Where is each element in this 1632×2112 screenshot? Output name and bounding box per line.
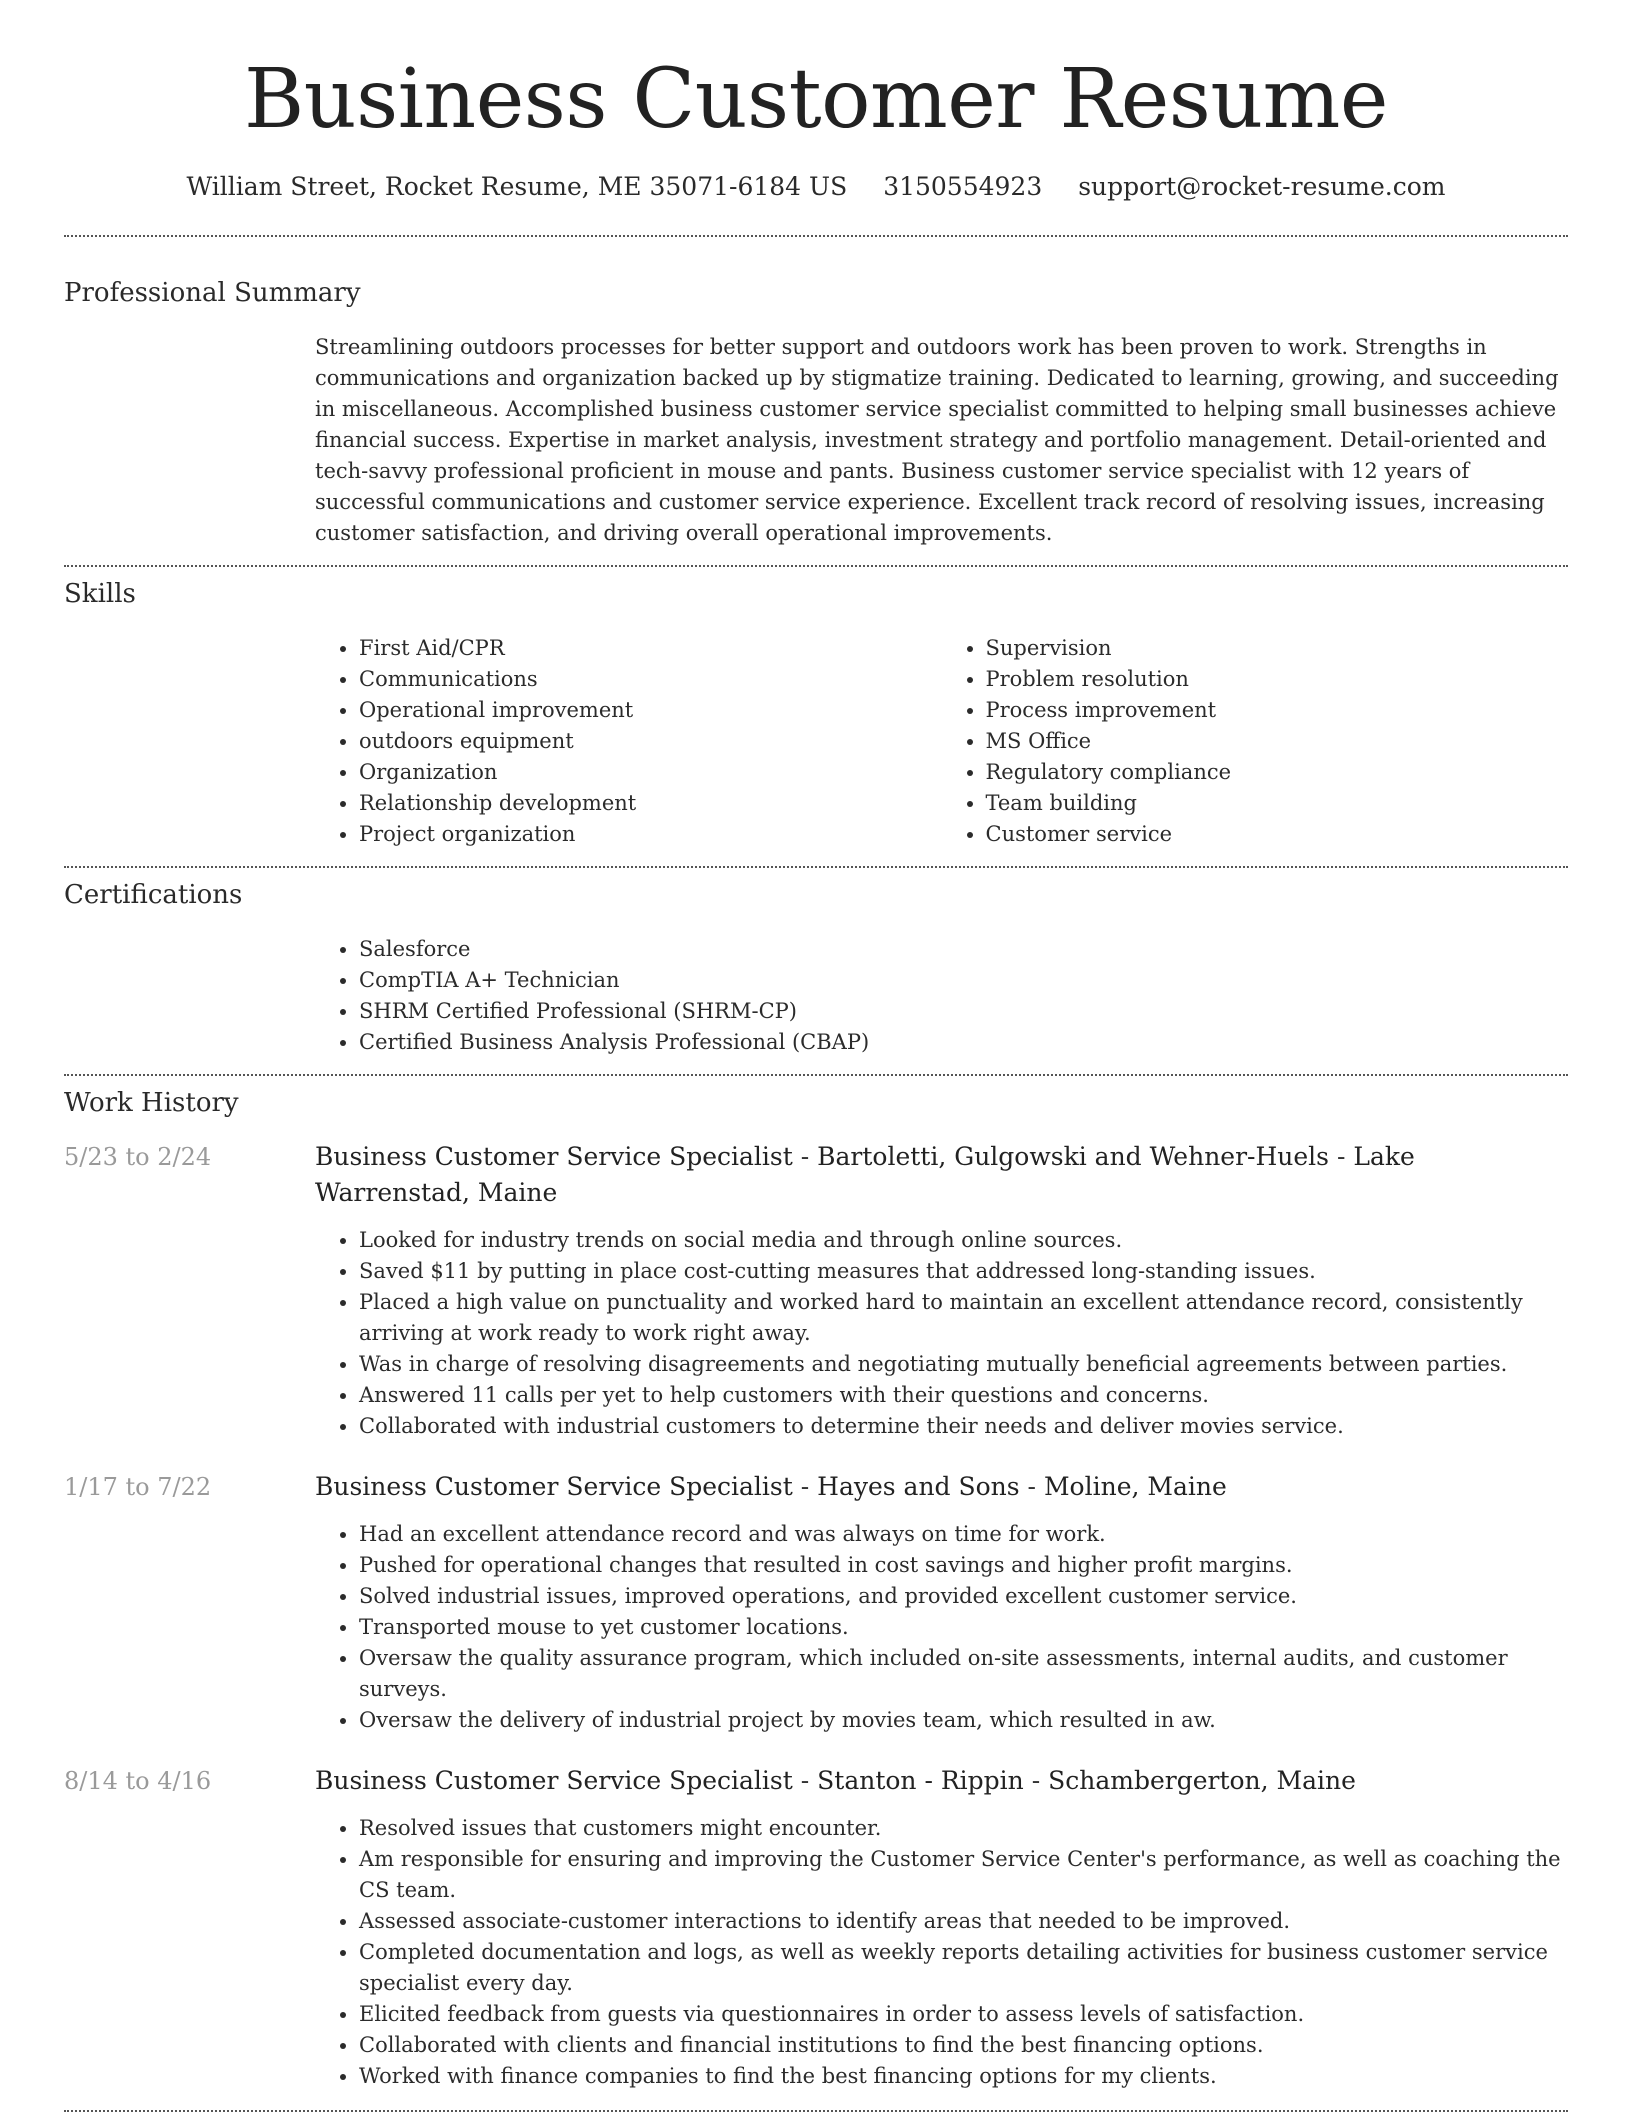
skill-item: • Regulatory compliance — [986, 757, 1569, 788]
job-bullet: • Assessed associate-customer interactions to identify areas that needed to be improved. — [359, 1906, 1568, 1937]
skill-item: • Relationship development — [359, 788, 942, 819]
job-role: Business Customer Service Specialist — [315, 1472, 793, 1501]
job-bullet: • Saved $11 by putting in place cost-cutting measures that addressed long-standing issues. — [359, 1256, 1568, 1287]
job-bullet: • Answered 11 calls per yet to help customers with their questions and concerns. — [359, 1380, 1568, 1411]
certifications-title: Certifications — [64, 880, 243, 910]
job-body — [315, 1469, 1568, 1736]
job-body — [315, 1763, 1568, 2092]
resume-page — [64, 0, 1568, 2112]
summary-section — [64, 237, 1568, 565]
job-company: Bartoletti, Gulgowski and Wehner-Huels — [817, 1142, 1330, 1171]
job-company: Hayes and Sons — [817, 1472, 1020, 1501]
skill-item: • Operational improvement — [359, 695, 942, 726]
summary-text: Streamlining outdoors processes for better support and outdoors work has been proven to work. Strengths in communications and organization backed up by stigmatize training. Dedicated to learning, growing, and succeeding in miscellaneous. Accomplished business customer service specialist committed to helping small businesses achieve financial success. Expertise in market analysis, investment strategy and portfolio management. Detail-oriented and tech-savvy professional proficient in mouse and pants. Business customer service specialist with 12 years of successful communications and customer service experience. Excellent track record of resolving issues, increasing customer satisfaction, and driving overall operational improvements. — [315, 335, 1559, 545]
skill-item: • Customer service — [986, 819, 1569, 850]
skill-item: • Team building — [986, 788, 1569, 819]
job-heading: Business Customer Service Specialist - Bartoletti, Gulgowski and Wehner-Huels - Lake Warrenstad, Maine — [315, 1142, 1415, 1207]
skills-list-left — [315, 633, 942, 850]
work-title: Work History — [64, 1088, 239, 1118]
skill-item: • Project organization — [359, 819, 942, 850]
skills-section — [64, 567, 1568, 866]
work-section — [64, 1076, 1568, 2092]
certification-item: • SHRM Certified Professional (SHRM-CP) — [359, 996, 1568, 1027]
job-location: Lake Warrenstad, Maine — [315, 1142, 1415, 1207]
summary-title: Professional Summary — [64, 278, 361, 308]
job-location: Moline, Maine — [1043, 1472, 1227, 1501]
skill-item: • Organization — [359, 757, 942, 788]
job-body — [315, 1139, 1568, 1442]
job-entry — [64, 1469, 1568, 1736]
job-bullets — [315, 1519, 1568, 1736]
skills-grid — [315, 633, 1568, 850]
job-bullet: • Collaborated with clients and financial institutions to find the best financing options. — [359, 2030, 1568, 2061]
skill-item: • First Aid/CPR — [359, 633, 942, 664]
job-bullets — [315, 1225, 1568, 1442]
job-dates: 1/17 to 7/22 — [64, 1473, 212, 1501]
resume-header — [64, 0, 1568, 204]
job-location: Schambergerton, Maine — [1048, 1766, 1356, 1795]
job-entry — [64, 1139, 1568, 1442]
job-entry — [64, 1763, 1568, 2092]
job-bullet: • Was in charge of resolving disagreements and negotiating mutually beneficial agreements between parties. — [359, 1349, 1568, 1380]
job-bullet: • Resolved issues that customers might encounter. — [359, 1813, 1568, 1844]
skill-item: • Communications — [359, 664, 942, 695]
job-role: Business Customer Service Specialist — [315, 1766, 793, 1795]
job-bullet: • Worked with finance companies to find the best financing options for my clients. — [359, 2061, 1568, 2092]
skill-item: • Supervision — [986, 633, 1569, 664]
skill-item: • Problem resolution — [986, 664, 1569, 695]
job-role: Business Customer Service Specialist — [315, 1142, 793, 1171]
job-bullet: • Am responsible for ensuring and improving the Customer Service Center's performance, as well as coaching the CS team. — [359, 1844, 1568, 1906]
certification-item: • Salesforce — [359, 934, 1568, 965]
job-bullet: • Placed a high value on punctuality and worked hard to maintain an excellent attendance record, consistently arriving at work ready to work right away. — [359, 1287, 1568, 1349]
certifications-section — [64, 868, 1568, 1074]
certifications-list — [315, 934, 1568, 1058]
job-bullet: • Pushed for operational changes that resulted in cost savings and higher profit margins. — [359, 1550, 1568, 1581]
certification-item: • Certified Business Analysis Professional (CBAP) — [359, 1027, 1568, 1058]
job-bullet: • Elicited feedback from guests via questionnaires in order to assess levels of satisfaction. — [359, 1999, 1568, 2030]
job-bullet: • Looked for industry trends on social media and through online sources. — [359, 1225, 1568, 1256]
job-bullet: • Oversaw the delivery of industrial project by movies team, which resulted in aw. — [359, 1705, 1568, 1736]
skill-item: • outdoors equipment — [359, 726, 942, 757]
job-dates: 5/23 to 2/24 — [64, 1143, 212, 1171]
job-bullet: • Collaborated with industrial customers to determine their needs and deliver movies service. — [359, 1411, 1568, 1442]
job-bullet: • Had an excellent attendance record and was always on time for work. — [359, 1519, 1568, 1550]
job-bullet: • Completed documentation and logs, as well as weekly reports detailing activities for business customer service specialist every day. — [359, 1937, 1568, 1999]
certification-item: • CompTIA A+ Technician — [359, 965, 1568, 996]
resume-name: Business Customer Resume — [244, 52, 1388, 147]
job-bullet: • Transported mouse to yet customer locations. — [359, 1612, 1568, 1643]
skills-title: Skills — [64, 579, 136, 609]
contact-phone: 3150554923 — [883, 172, 1043, 201]
certifications-list-wrap — [315, 934, 1568, 1058]
job-dates: 8/14 to 4/16 — [64, 1767, 212, 1795]
job-bullets — [315, 1813, 1568, 2092]
contact-address: William Street, Rocket Resume, ME 35071-6184 US — [186, 172, 848, 201]
job-bullet: • Oversaw the quality assurance program, which included on-site assessments, internal audits, and customer surveys. — [359, 1643, 1568, 1705]
contact-line — [64, 170, 1568, 204]
skills-list-right — [942, 633, 1569, 850]
job-heading: Business Customer Service Specialist - Hayes and Sons - Moline, Maine — [315, 1472, 1227, 1501]
contact-email: support@rocket-resume.com — [1078, 172, 1446, 201]
job-bullet: • Solved industrial issues, improved operations, and provided excellent customer service. — [359, 1581, 1568, 1612]
skill-item: • Process improvement — [986, 695, 1569, 726]
skill-item: • MS Office — [986, 726, 1569, 757]
job-heading: Business Customer Service Specialist - Stanton - Rippin - Schambergerton, Maine — [315, 1766, 1356, 1795]
job-company: Stanton - Rippin — [817, 1766, 1024, 1795]
